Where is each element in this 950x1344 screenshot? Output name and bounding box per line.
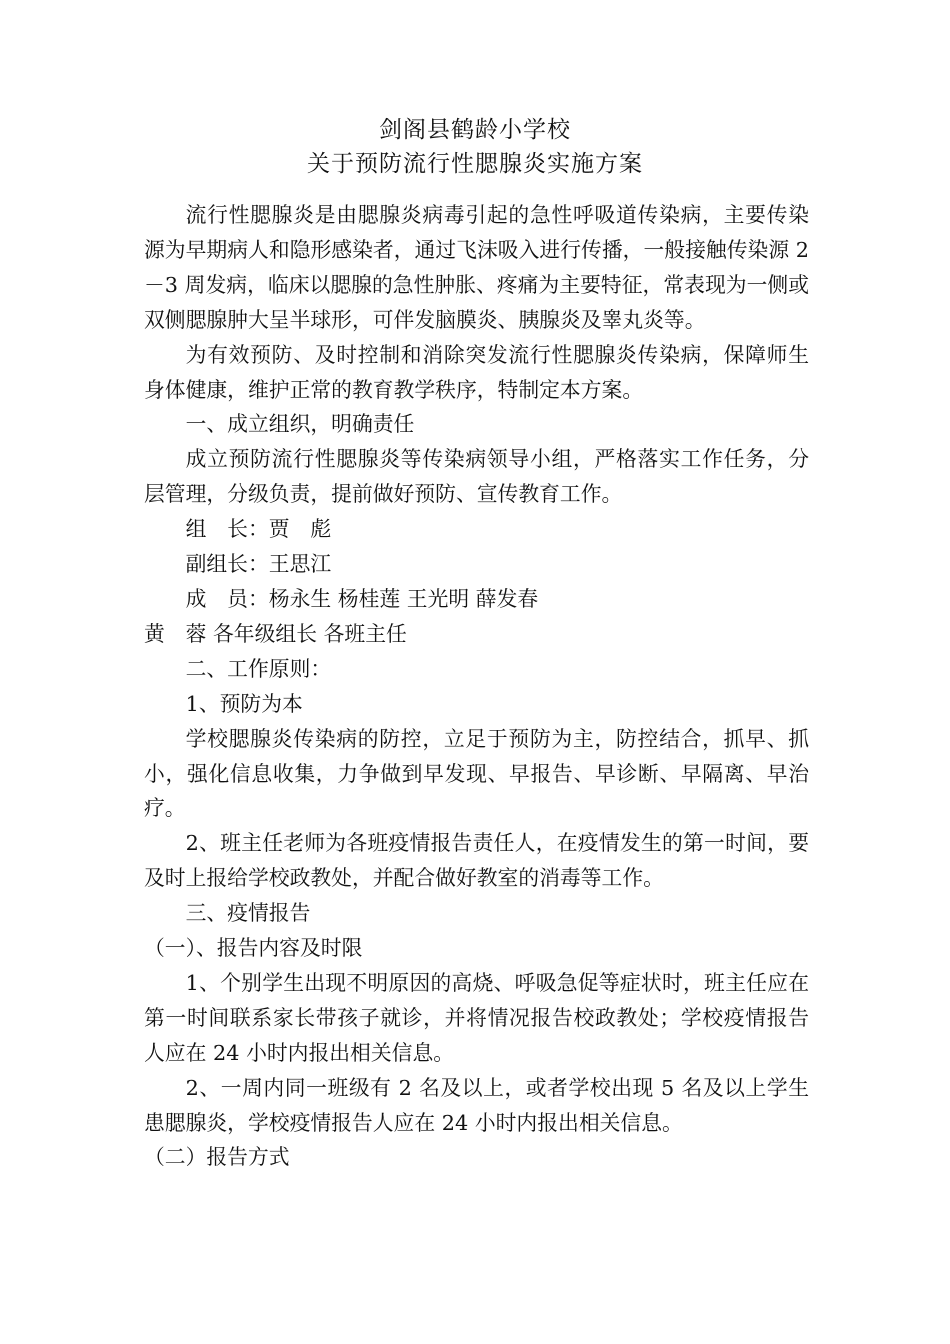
paragraph-class-teacher: 2、班主任老师为各班疫情报告责任人，在疫情发生的第一时间，要及时上报给学校政教处，并配合做好教室的消毒等工作。 [144, 831, 809, 891]
document-title-plan: 关于预防流行性腮腺炎实施方案 [307, 151, 643, 177]
paragraph-report-cluster: 2、一周内同一班级有 2 名及以上，或者学校出现 5 名及以上学生患腮腺炎，学校疫情报告人应在 24 小时内报出相关信息。 [144, 1075, 809, 1135]
members-line-continued: 黄 蓉 各年级组长 各班主任 [144, 621, 407, 646]
paragraph-purpose: 为有效预防、及时控制和消除突发流行性腮腺炎传染病，保障师生身体健康，维护正常的教育教学秩序，特制定本方案。 [144, 342, 809, 402]
deputy-leader-line: 副组长：王思江 [185, 552, 332, 577]
section-heading-2: 二、工作原则： [185, 656, 332, 681]
document-body [144, 198, 809, 1175]
section-heading-3: 三、疫情报告 [185, 901, 311, 926]
paragraph-report-individual: 1、个别学生出现不明原因的高烧、呼吸急促等症状时，班主任应在第一时间联系家长带孩子就诊，并将情况报告校政教处；学校疫情报告人应在 24 小时内报出相关信息。 [144, 970, 809, 1065]
paragraph-prevention: 学校腮腺炎传染病的防控，立足于预防为主，防控结合，抓早、抓小，强化信息收集，力争做到早发现、早报告、早诊断、早隔离、早治疗。 [144, 726, 809, 821]
sub-heading-report-method: （二）报告方式 [144, 1145, 290, 1170]
document-title-school: 剑阁县鹤龄小学校 [379, 117, 571, 143]
sub-heading-report-content: （一）、报告内容及时限 [144, 936, 363, 961]
section-heading-1: 一、成立组织，明确责任 [185, 412, 415, 437]
paragraph-intro: 流行性腮腺炎是由腮腺炎病毒引起的急性呼吸道传染病，主要传染源为早期病人和隐形感染者，通过飞沫吸入进行传播，一般接触传染源 2－3 周发病，临床以腮腺的急性肿胀、疼痛为主要特征，常表现为一侧或双侧腮腺肿大呈半球形，可伴发脑膜炎、胰腺炎及睾丸炎等。 [144, 203, 809, 332]
paragraph-organization: 成立预防流行性腮腺炎等传染病领导小组，严格落实工作任务，分层管理，分级负责，提前做好预防、宣传教育工作。 [144, 447, 809, 507]
leader-line: 组 长：贾 彪 [185, 517, 332, 542]
members-line: 成 员：杨永生 杨桂莲 王光明 薛发春 [185, 586, 539, 611]
principle-1-heading: 1、预防为本 [185, 691, 303, 716]
